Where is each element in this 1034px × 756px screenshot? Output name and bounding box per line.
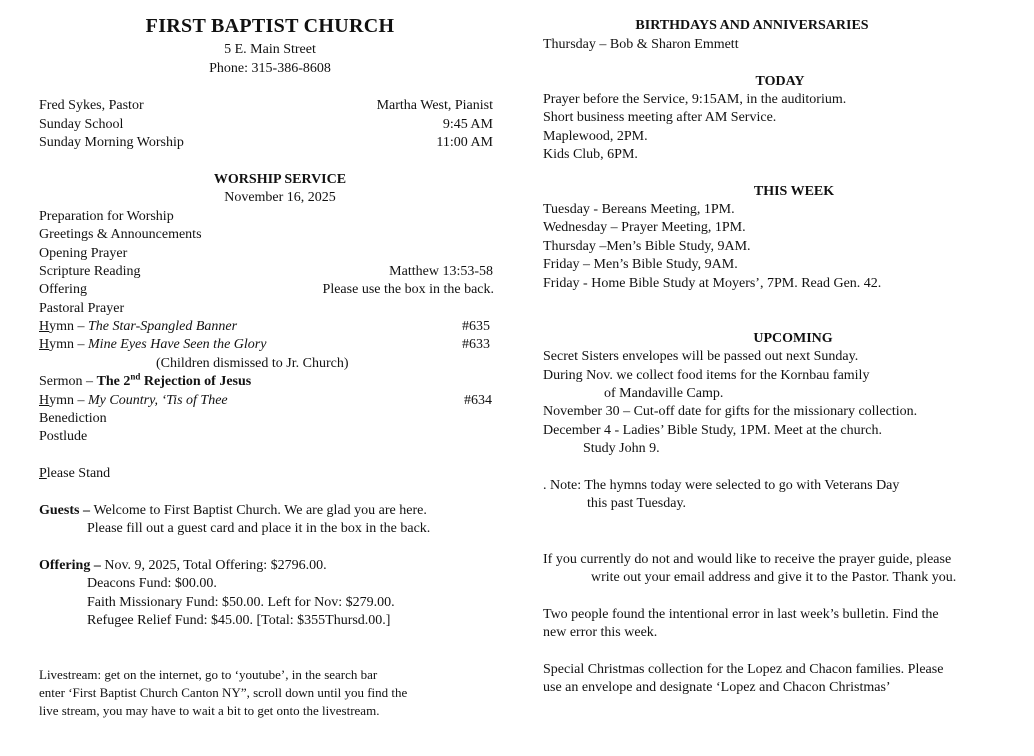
- hymn-2-number: #633: [462, 337, 490, 352]
- prayer-guide-line-2: write out your email address and give it to the Pastor. Thank you.: [591, 570, 957, 585]
- scripture-label: Scripture Reading: [39, 264, 141, 279]
- offering-report-line-1: [39, 557, 327, 575]
- today-line-1: Prayer before the Service, 9:15AM, in the auditorium.: [543, 92, 847, 107]
- hymn-1-prefix: ymn –: [49, 319, 89, 334]
- hymn-1-title: The Star-Spangled Banner: [88, 319, 238, 334]
- this-week-line-3: Thursday –Men’s Bible Study, 9AM.: [543, 239, 751, 254]
- offering-label: Offering –: [39, 558, 105, 573]
- sermon-title-a: The 2: [96, 374, 131, 389]
- livestream-line-2: enter ‘First Baptist Church Canton NY”, scroll down until you find the: [39, 685, 408, 700]
- hymn-initial: H: [39, 337, 50, 352]
- scripture-reference: Matthew 13:53-58: [389, 264, 493, 279]
- today-line-2: Short business meeting after AM Service.: [543, 110, 777, 125]
- worship-date: November 16, 2025: [224, 190, 336, 205]
- this-week-line-5: Friday - Home Bible Study at Moyers’, 7PM. Read Gen. 42.: [543, 276, 882, 291]
- upcoming-line-2: During Nov. we collect food items for the Kornbau family: [543, 368, 870, 383]
- hymn-3: [39, 392, 228, 410]
- hymn-1-number: #635: [462, 319, 490, 334]
- please-stand-rest: lease Stand: [46, 466, 111, 481]
- sunday-school-label: Sunday School: [39, 117, 124, 132]
- greetings-item: Greetings & Announcements: [39, 227, 202, 242]
- worship-heading: WORSHIP SERVICE: [213, 172, 347, 187]
- benediction-item: Benediction: [39, 411, 107, 426]
- today-line-3: Maplewood, 2PM.: [543, 129, 648, 144]
- preparation-item: Preparation for Worship: [39, 209, 174, 224]
- pianist-name: Martha West, Pianist: [376, 98, 493, 113]
- pastoral-prayer-item: Pastoral Prayer: [39, 301, 125, 316]
- church-phone: Phone: 315-386-8608: [209, 61, 331, 76]
- upcoming-line-1: Secret Sisters envelopes will be passed out next Sunday.: [543, 349, 859, 364]
- today-line-4: Kids Club, 6PM.: [543, 147, 638, 162]
- hymn-initial: H: [39, 319, 50, 334]
- children-dismissed-note: (Children dismissed to Jr. Church): [156, 356, 349, 371]
- worship-time: 11:00 AM: [436, 135, 493, 150]
- church-name: FIRST BAPTIST CHURCH: [145, 15, 395, 37]
- guests-label: Guests –: [39, 503, 94, 518]
- this-week-line-2: Wednesday – Prayer Meeting, 1PM.: [543, 220, 746, 235]
- this-week-line-4: Friday – Men’s Bible Study, 9AM.: [543, 257, 738, 272]
- hymn-note-line-1: . Note: The hymns today were selected to go with Veterans Day: [543, 478, 900, 493]
- please-initial: P: [39, 466, 47, 481]
- guests-text-1: Welcome to First Baptist Church. We are glad you are here.: [93, 503, 427, 518]
- sermon-prefix: Sermon –: [39, 374, 97, 389]
- offering-text-3: Faith Missionary Fund: $50.00. Left for Nov: $279.00.: [87, 595, 395, 610]
- upcoming-heading: UPCOMING: [753, 331, 833, 346]
- church-address: 5 E. Main Street: [224, 42, 316, 57]
- birthdays-line-1: Thursday – Bob & Sharon Emmett: [543, 37, 739, 52]
- hymn-note-line-2: this past Tuesday.: [587, 496, 687, 511]
- hymn-3-prefix: ymn –: [49, 393, 89, 408]
- hymn-1: [39, 318, 237, 336]
- hymn-3-number: #634: [464, 393, 492, 408]
- this-week-line-1: Tuesday - Bereans Meeting, 1PM.: [543, 202, 735, 217]
- hymn-3-title: My Country, ‘Tis of Thee: [88, 393, 228, 408]
- prayer-guide-line-1: If you currently do not and would like to receive the prayer guide, please: [543, 552, 952, 567]
- offering-text-2: Deacons Fund: $00.00.: [87, 576, 217, 591]
- sermon: [39, 373, 251, 391]
- error-notice-line-2: new error this week.: [543, 625, 658, 640]
- pastor-name: Fred Sykes, Pastor: [39, 98, 144, 113]
- today-heading: TODAY: [755, 74, 805, 89]
- hymn-2: [39, 336, 266, 354]
- offering-note: Please use the box in the back.: [322, 282, 494, 297]
- upcoming-line-3: of Mandaville Camp.: [604, 386, 724, 401]
- livestream-line-3: live stream, you may have to wait a bit to get onto the livestream.: [39, 703, 380, 718]
- offering-text-4: Refugee Relief Fund: $45.00. [Total: $355Thursd.00.]: [87, 613, 391, 628]
- upcoming-line-6: Study John 9.: [583, 441, 660, 456]
- guests-text-2: Please fill out a guest card and place it in the box in the back.: [87, 521, 431, 536]
- offering-text-1: Nov. 9, 2025, Total Offering: $2796.00.: [104, 558, 327, 573]
- worship-label: Sunday Morning Worship: [39, 135, 184, 150]
- this-week-heading: THIS WEEK: [753, 184, 835, 199]
- christmas-line-1: Special Christmas collection for the Lopez and Chacon families. Please: [543, 662, 944, 677]
- sermon-title-sup: nd: [130, 371, 141, 382]
- hymn-2-title: Mine Eyes Have Seen the Glory: [88, 337, 267, 352]
- offering-item: Offering: [39, 282, 87, 297]
- hymn-initial: H: [39, 393, 50, 408]
- sunday-school-time: 9:45 AM: [442, 117, 493, 132]
- livestream-line-1: Livestream: get on the internet, go to ‘youtube’, in the search bar: [39, 667, 378, 682]
- christmas-line-2: use an envelope and designate ‘Lopez and Chacon Christmas’: [543, 680, 891, 695]
- birthdays-heading: BIRTHDAYS AND ANNIVERSARIES: [635, 18, 869, 33]
- hymn-2-prefix: ymn –: [49, 337, 89, 352]
- error-notice-line-1: Two people found the intentional error in last week’s bulletin. Find the: [543, 607, 939, 622]
- upcoming-line-4: November 30 – Cut-off date for gifts for the missionary collection.: [543, 404, 918, 419]
- upcoming-line-5: December 4 - Ladies’ Bible Study, 1PM. Meet at the church.: [543, 423, 883, 438]
- sermon-title-b: Rejection of Jesus: [140, 374, 252, 389]
- please-stand-legend: [39, 465, 110, 483]
- opening-prayer-item: Opening Prayer: [39, 246, 128, 261]
- postlude-item: Postlude: [39, 429, 88, 444]
- guests-line-1: [39, 502, 427, 520]
